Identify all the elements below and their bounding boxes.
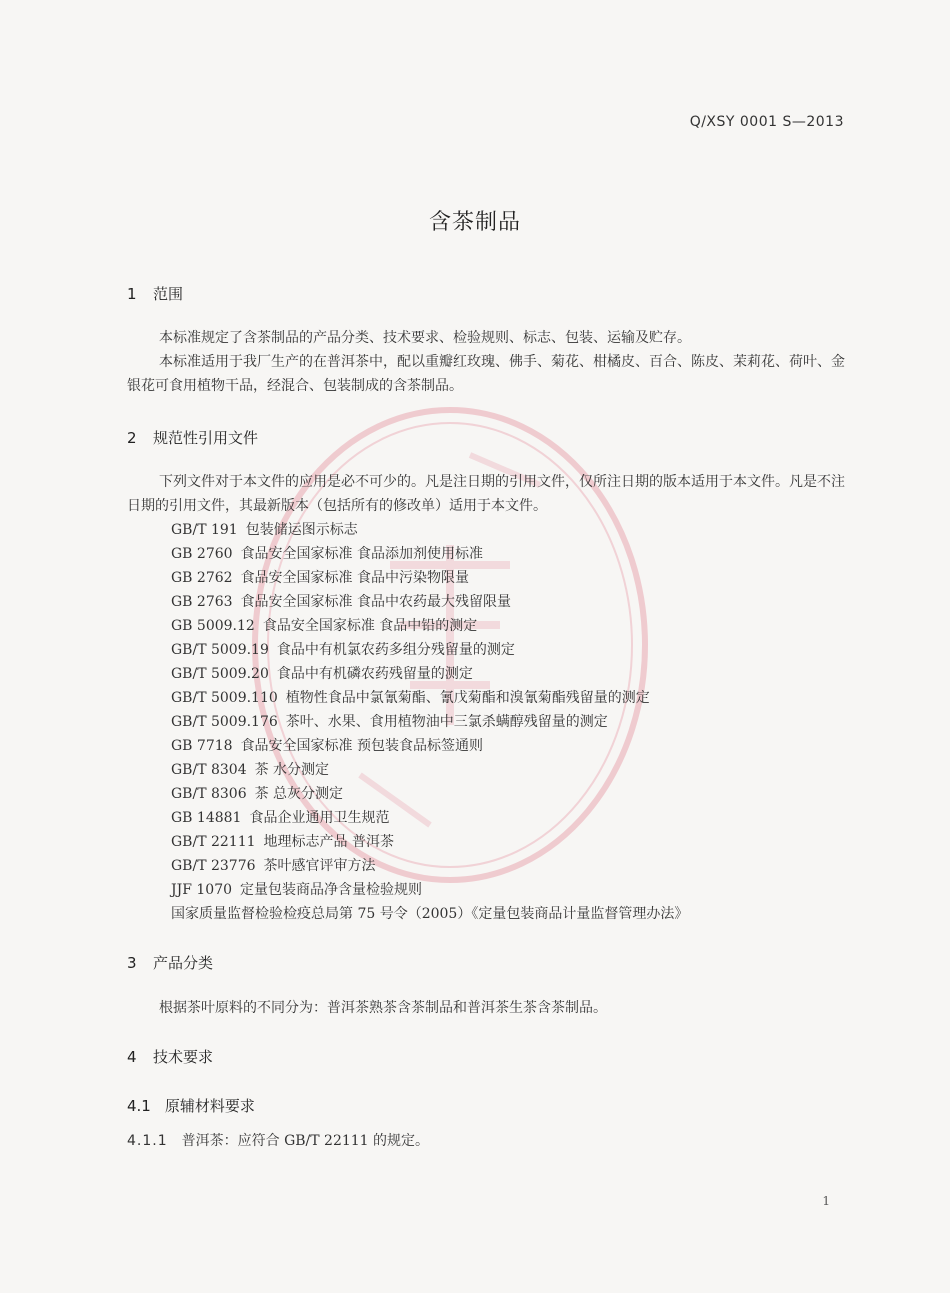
reference-item: GB 5009.12 食品安全国家标准 食品中铅的测定 — [171, 618, 478, 634]
reference-item: GB/T 8304 茶 水分测定 — [171, 762, 330, 778]
section-title: 规范性引用文件 — [153, 429, 259, 447]
section-2-heading — [127, 427, 258, 448]
reference-item: GB 2762 食品安全国家标准 食品中污染物限量 — [171, 570, 470, 586]
section-number: 3 — [127, 954, 137, 972]
subsection-title: 原辅材料要求 — [164, 1097, 255, 1115]
subsection-number: 4.1 — [127, 1097, 151, 1115]
standard-code: Q/XSY 0001 S—2013 — [689, 114, 844, 130]
section-1-paragraph-2: 本标准适用于我厂生产的在普洱茶中，配以重瓣红玫瑰、佛手、菊花、柑橘皮、百合、陈皮、茉莉花、荷叶、金银花可食用植物干品，经混合、包装制成的含茶制品。 — [127, 354, 845, 394]
normative-reference-list — [171, 518, 688, 926]
section-4-heading — [127, 1046, 213, 1067]
reference-item: GB/T 191 包装储运图示标志 — [171, 522, 358, 538]
section-title: 范围 — [153, 285, 184, 303]
section-number: 4 — [127, 1048, 137, 1066]
reference-item: JJF 1070 定量包装商品净含量检验规则 — [171, 882, 423, 898]
section-1-heading — [127, 283, 183, 304]
reference-item: GB/T 23776 茶叶感官评审方法 — [171, 858, 376, 874]
reference-item: GB 7718 食品安全国家标准 预包装食品标签通则 — [171, 738, 484, 754]
section-number: 1 — [127, 285, 137, 303]
clause-number: 4.1.1 — [127, 1133, 168, 1149]
section-2-intro: 下列文件对于本文件的应用是必不可少的。凡是注日期的引用文件，仅所注日期的版本适用于本文件。凡是不注日期的引用文件，其最新版本（包括所有的修改单）适用于本文件。 — [127, 474, 845, 514]
reference-item: GB/T 8306 茶 总灰分测定 — [171, 786, 344, 802]
document-title: 含茶制品 — [428, 210, 521, 235]
reference-item: GB 2760 食品安全国家标准 食品添加剂使用标准 — [171, 546, 484, 562]
clause-text: 普洱茶：应符合 GB/T 22111 的规定。 — [181, 1133, 430, 1149]
section-3-heading — [127, 952, 213, 973]
reference-item: GB/T 5009.110 植物性食品中氯氰菊酯、氰戊菊酯和溴氰菊酯残留量的测定 — [171, 690, 650, 706]
reference-item: GB/T 5009.176 茶叶、水果、食用植物油中三氯杀螨醇残留量的测定 — [171, 714, 608, 730]
page-number: 1 — [822, 1194, 830, 1208]
subsection-4-1-heading — [127, 1095, 255, 1116]
reference-item: GB/T 5009.19 食品中有机氯农药多组分残留量的测定 — [171, 642, 515, 658]
reference-item: GB/T 5009.20 食品中有机磷农药残留量的测定 — [171, 666, 473, 682]
section-3-paragraph: 根据茶叶原料的不同分为：普洱茶熟茶含茶制品和普洱茶生茶含茶制品。 — [159, 1000, 607, 1016]
reference-item: GB 2763 食品安全国家标准 食品中农药最大残留限量 — [171, 594, 512, 610]
clause-4-1-1 — [127, 1130, 429, 1150]
section-1-paragraph-1: 本标准规定了含茶制品的产品分类、技术要求、检验规则、标志、包装、运输及贮存。 — [159, 330, 691, 346]
reference-item: 国家质量监督检验检疫总局第 75 号令（2005）《定量包装商品计量监督管理办法》 — [171, 906, 689, 922]
section-number: 2 — [127, 429, 137, 447]
reference-item: GB 14881 食品企业通用卫生规范 — [171, 810, 390, 826]
reference-item: GB/T 22111 地理标志产品 普洱茶 — [171, 834, 394, 850]
section-title: 技术要求 — [153, 1048, 214, 1066]
section-title: 产品分类 — [153, 954, 214, 972]
